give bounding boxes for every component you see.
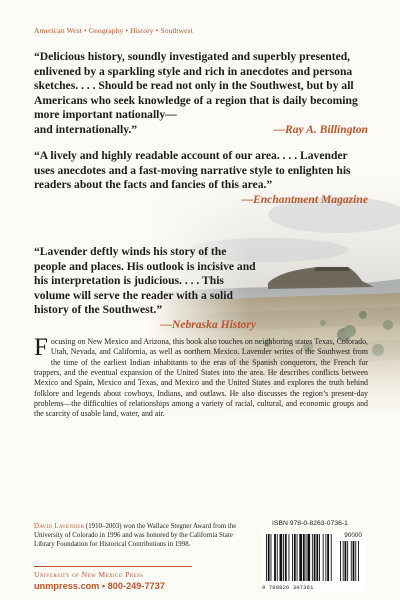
barcode-bar	[266, 534, 267, 581]
description-text: ocusing on New Mexico and Arizona, this book also touches on neighboring states Texas, Colorado, Utah, Nevada, and California, as well as northern Mexico. Lavender writes of the Southwest from the time of the earliest Indian inhabitants to the eras of the Spanish conquerors, the French fur trappers, and the eventual expansion of the United States into the area. He describes conflicts between Mexico and Spain, Mexico and Texas, and Mexico and the United States and explores the truth behind folklore and legends about cowboys, Indians, and outlaws. He also discusses the region’s present-day problems—the difficulties of relationships among a variety of racial, cultural, and economic groups and the scarcity of usable land, water, and air.	[34, 337, 368, 419]
isbn-barcode	[262, 531, 366, 591]
barcode-bar	[268, 534, 270, 581]
barcode-bar	[312, 534, 313, 581]
barcode-bar	[274, 534, 276, 581]
barcode-bar	[307, 534, 310, 581]
barcode-addon-bar	[351, 541, 352, 581]
barcode-addon-bar	[353, 541, 355, 581]
barcode-bar	[297, 534, 298, 581]
divider-rule	[34, 566, 192, 567]
barcode-price-code: 90000	[344, 532, 362, 539]
quote-attribution: —Enchantment Magazine	[241, 192, 368, 206]
author-name: David Lavender	[34, 523, 85, 530]
quote-attribution: —Nebraska History	[160, 317, 256, 331]
barcode-bar	[319, 534, 320, 581]
barcode-addon-bar	[343, 541, 344, 581]
barcode-bar	[331, 534, 332, 581]
barcode-addon-bar	[347, 541, 348, 581]
barcode-bar	[280, 534, 283, 581]
barcode-bar	[306, 534, 307, 581]
author-bio	[34, 522, 244, 550]
barcode-bar	[289, 534, 290, 581]
barcode-bar	[277, 534, 278, 581]
barcode-bar	[303, 534, 305, 581]
barcode-bar	[314, 534, 316, 581]
barcode-addon-bar	[355, 541, 356, 581]
barcode-bar	[316, 534, 318, 581]
barcode-addon-bar	[345, 541, 347, 581]
drop-cap: F	[34, 334, 48, 361]
barcode-addon-bar	[340, 541, 341, 581]
author-bio-text: (1910–2003) won the Wallace Stegner Award from the University of Colorado in 1996 and was honored by the California State Library Foundation for Historical Contributions in 1998.	[34, 523, 237, 549]
barcode-bar	[323, 534, 324, 581]
quote-text-tail: and internationally.”	[34, 122, 138, 136]
barcode-bar	[292, 534, 293, 581]
barcode-bar	[299, 534, 302, 581]
book-description	[34, 334, 368, 420]
quote-attribution: —Ray A. Billington	[273, 122, 368, 136]
barcode-digits: 9 780826 307361	[262, 585, 314, 591]
category-line: American West • Geography • History • Southwest	[34, 26, 193, 35]
barcode-bar	[294, 534, 296, 581]
review-quote-enchantment	[34, 149, 368, 207]
review-quote-billington	[34, 50, 368, 138]
barcode-addon-bar	[358, 541, 359, 581]
review-quote-nebraska	[34, 245, 256, 333]
barcode-bar	[285, 534, 287, 581]
publisher-name: University of New Mexico Press	[34, 570, 144, 579]
barcode-bar	[283, 534, 284, 581]
quote-text: “A lively and highly readable account of our area. . . . Lavender uses anecdotes and a fast-moving narrative style to enlighten his readers about the facts and fancies of this area.”	[34, 149, 351, 192]
publisher-contact: unmpress.com • 800-249-7737	[34, 581, 165, 591]
barcode-bars	[262, 531, 366, 591]
isbn-label: ISBN 978-0-8263-0736-1	[272, 520, 348, 527]
quote-text: “Lavender deftly winds his story of the people and places. His outlook is incisive and his interpretation is judicious. . . . This volume will serve the reader with a solid history of the Southwest.”	[34, 245, 256, 317]
barcode-bar	[327, 534, 329, 581]
quote-last-line	[34, 123, 368, 138]
barcode-bar	[271, 534, 272, 581]
quote-text: “Delicious history, soundly investigated and superbly presented, enlivened by a sparkling style and rich in anecdotes and persona sketches. . . . Should be read not only in the Southwest, but by all Americans who seek knowledge of a region that is daily becoming more important nationally—	[34, 50, 358, 122]
barcode-bar	[325, 534, 326, 581]
